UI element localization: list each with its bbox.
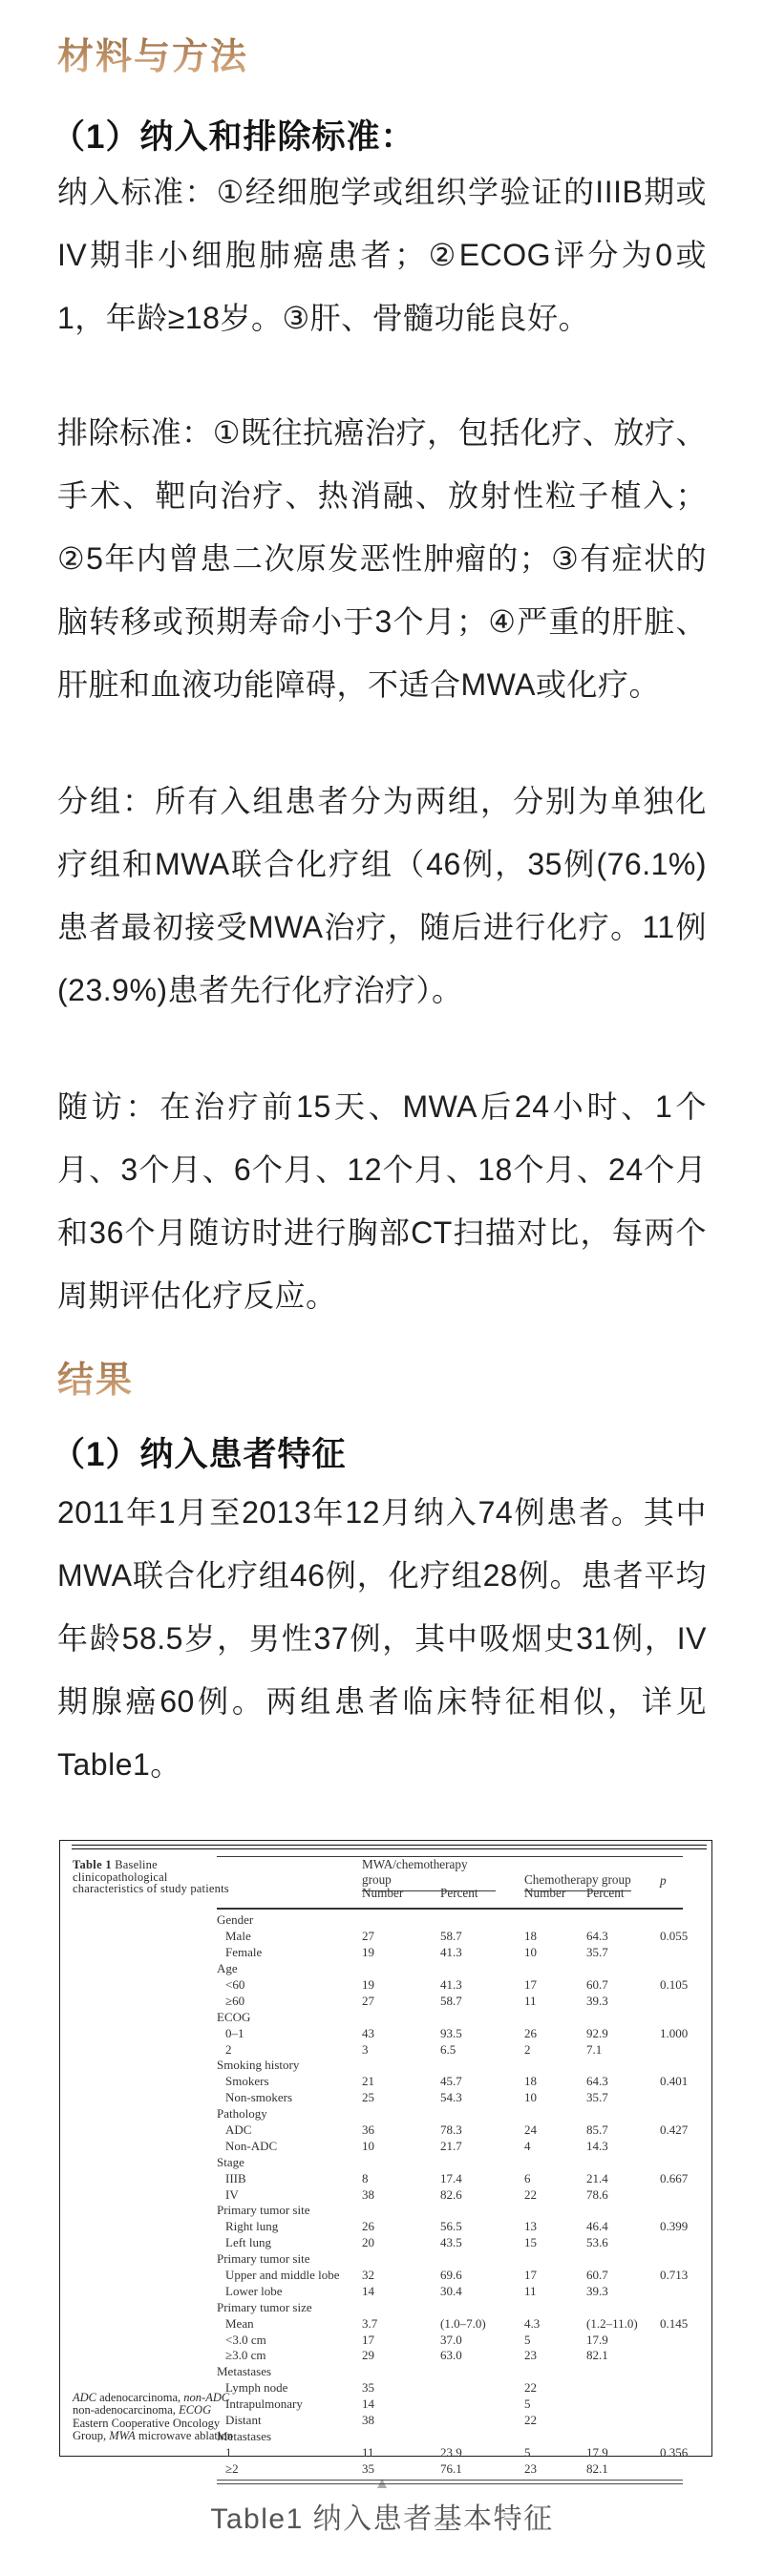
cell-p2: 39.3 (586, 1993, 608, 2008)
footnote-abbrev: non-ADC (183, 2391, 230, 2404)
cell-n1: 38 (362, 2413, 374, 2428)
cell-n2: 17 (524, 2268, 537, 2283)
table-row (217, 2170, 696, 2186)
cell-n2: 17 (524, 1977, 537, 1992)
footnote-text: microwave ablation (135, 2429, 233, 2443)
cell-n2: 5 (524, 2332, 531, 2347)
cell-label: Primary tumor site (217, 2251, 310, 2267)
cell-label: <3.0 cm (225, 2332, 266, 2347)
cell-n2: 10 (524, 1945, 537, 1960)
footnote-abbrev: MWA (109, 2429, 136, 2443)
table-bottom-double-rule (217, 2480, 683, 2484)
table-row (217, 2268, 696, 2284)
cell-label: <60 (225, 1977, 245, 1992)
subheader-number-1: Number (362, 1886, 404, 1900)
cell-n2: 4.3 (524, 2315, 541, 2331)
table-row (217, 2219, 696, 2235)
table-body (217, 1912, 696, 2477)
cell-n2: 18 (524, 2074, 537, 2089)
table-row (217, 2090, 696, 2106)
cell-n2: 26 (524, 2025, 537, 2040)
cell-n1: 29 (362, 2348, 374, 2363)
cell-p: 0.667 (660, 2170, 689, 2185)
column-group-mwa-label: MWA/chemotherapy group (362, 1857, 496, 1891)
table-row (217, 1929, 696, 1945)
figure-caption-text: Table1 纳入患者基本特征 (210, 2503, 554, 2535)
table-row (217, 2444, 696, 2460)
cell-p: 0.145 (660, 2315, 689, 2331)
table-row (217, 1993, 696, 2009)
cell-label: Stage (217, 2154, 244, 2169)
cell-p2: 64.3 (586, 1929, 608, 1944)
cell-n1: 17 (362, 2332, 374, 2347)
cell-label: Male (225, 1929, 251, 1944)
table-row (217, 1977, 696, 1994)
table-row (217, 2364, 696, 2380)
cell-p1: 6.5 (440, 2041, 456, 2057)
cell-p: 0.401 (660, 2074, 689, 2089)
cell-label: Metastases (217, 2364, 272, 2379)
cell-n1: 11 (362, 2444, 374, 2460)
footnote-text: non-adenocarcinoma, (73, 2403, 180, 2418)
cell-p1: 82.6 (440, 2186, 462, 2202)
cell-label: IV (225, 2186, 239, 2202)
cell-p1: 78.3 (440, 2122, 462, 2138)
table-row (217, 1945, 696, 1961)
table-row (217, 2025, 696, 2041)
cell-label: Metastases (217, 2428, 272, 2443)
cell-n2: 24 (524, 2122, 537, 2138)
cell-label: Lymph node (225, 2380, 288, 2396)
cell-label: Right lung (225, 2219, 279, 2234)
table-row (217, 2251, 696, 2268)
table-row (217, 2154, 696, 2170)
cell-n1: 8 (362, 2170, 369, 2185)
cell-p1: 58.7 (440, 1929, 462, 1944)
table-row (217, 2074, 696, 2090)
cell-n2: 10 (524, 2090, 537, 2105)
figure-title-text: Baseline clinicopathological characteristics of study patients (73, 1858, 229, 1896)
figure-title-number: Table 1 (73, 1858, 112, 1871)
cell-label: Smoking history (217, 2058, 300, 2073)
cell-label: IIIB (225, 2170, 246, 2185)
cell-label: Female (225, 1945, 263, 1960)
subsection-title-criteria: （1）纳入和排除标准： (52, 118, 415, 156)
table-row (217, 2380, 696, 2397)
cell-n2: 23 (524, 2460, 537, 2476)
cell-p1: 41.3 (440, 1977, 462, 1992)
cell-p2: 35.7 (586, 1945, 608, 1960)
cell-label: ≥3.0 cm (225, 2348, 266, 2363)
cell-p2: 53.6 (586, 2235, 608, 2250)
cell-p1: 56.5 (440, 2219, 462, 2234)
cell-n1: 10 (362, 2138, 374, 2153)
cell-p1: 23.9 (440, 2444, 462, 2460)
cell-n1: 35 (362, 2380, 374, 2396)
cell-label: Non-ADC (225, 2138, 278, 2153)
cell-label: Primary tumor size (217, 2299, 312, 2314)
cell-n1: 3 (362, 2041, 369, 2057)
table-row (217, 2283, 696, 2299)
cell-p2: 46.4 (586, 2219, 608, 2234)
table-header-thick-rule (217, 1908, 683, 1910)
cell-n1: 36 (362, 2122, 374, 2138)
cell-p: 0.399 (660, 2219, 689, 2234)
table-row (217, 1912, 696, 1929)
cell-n1: 19 (362, 1945, 374, 1960)
cell-label: ≥60 (225, 1993, 245, 2008)
cell-p2: 82.1 (586, 2348, 608, 2363)
cell-p1: 30.4 (440, 2283, 462, 2298)
cell-label: ADC (225, 2122, 252, 2138)
table-row (217, 2138, 696, 2154)
cell-p2: 82.1 (586, 2460, 608, 2476)
cell-n1: 20 (362, 2235, 374, 2250)
cell-p: 0.105 (660, 1977, 689, 1992)
table-row (217, 2235, 696, 2251)
cell-p1: 41.3 (440, 1945, 462, 1960)
table1-figure (59, 1840, 712, 2476)
cell-label: Primary tumor site (217, 2203, 310, 2218)
cell-p2: 60.7 (586, 1977, 608, 1992)
cell-label: 1 (225, 2444, 232, 2460)
triangle-up-icon[interactable]: ▲ (373, 2474, 391, 2492)
column-header-p: p (660, 1873, 667, 1888)
cell-label: Lower lobe (225, 2283, 283, 2298)
figure-top-double-rule (72, 1845, 707, 1849)
cell-n1: 27 (362, 1929, 374, 1944)
cell-p2: 17.9 (586, 2444, 608, 2460)
cell-p2: 7.1 (586, 2041, 603, 2057)
cell-label: Non-smokers (225, 2090, 293, 2105)
cell-p1: 37.0 (440, 2332, 462, 2347)
cell-p2: 17.9 (586, 2332, 608, 2347)
footnote-text: Eastern Cooperative Oncology Group, (73, 2416, 221, 2443)
table-row (217, 2348, 696, 2364)
cell-p2: 92.9 (586, 2025, 608, 2040)
cell-n1: 35 (362, 2460, 374, 2476)
table-group-header-row (217, 1857, 696, 1888)
cell-p2: 21.4 (586, 2170, 608, 2185)
cell-p1: 17.4 (440, 2170, 462, 2185)
cell-n2: 22 (524, 2413, 537, 2428)
cell-p2: 60.7 (586, 2268, 608, 2283)
table-row (217, 2009, 696, 2025)
table-row (217, 2122, 696, 2139)
cell-label: Left lung (225, 2235, 272, 2250)
table-row (217, 2413, 696, 2429)
cell-label: ECOG (217, 2009, 251, 2024)
cell-n1: 26 (362, 2219, 374, 2234)
cell-n1: 38 (362, 2186, 374, 2202)
cell-n2: 23 (524, 2348, 537, 2363)
cell-p1: 63.0 (440, 2348, 462, 2363)
table-row (217, 2041, 696, 2058)
cell-n2: 22 (524, 2186, 537, 2202)
cell-label: Distant (225, 2413, 262, 2428)
figure-caption-block (57, 2476, 707, 2536)
footnote-text: adenocarcinoma, (96, 2391, 184, 2404)
paragraph-followup: 随访：在治疗前15天、MWA后24小时、1个月、3个月、6个月、12个月、18个月、24个月和36个月随访时进行胸部CT扫描对比，每两个周期评估化疗反应。 (57, 1089, 707, 1313)
cell-p1: 93.5 (440, 2025, 462, 2040)
figure-table (217, 1856, 696, 2484)
cell-p: 0.356 (660, 2444, 689, 2460)
cell-p2: 85.7 (586, 2122, 608, 2138)
figure-footnote (73, 2392, 243, 2443)
cell-n1: 14 (362, 2397, 374, 2412)
cell-label: Smokers (225, 2074, 269, 2089)
subheader-percent-1: Percent (440, 1886, 478, 1900)
cell-label: Age (217, 1961, 238, 1976)
table-row (217, 2106, 696, 2122)
cell-label: Gender (217, 1912, 254, 1928)
cell-label: 2 (225, 2041, 232, 2057)
cell-n1: 32 (362, 2268, 374, 2283)
paragraph-exclusion-criteria: 排除标准：①既往抗癌治疗，包括化疗、放疗、手术、靶向治疗、热消融、放射性粒子植入；②5年内曾患二次原发恶性肿瘤的；③有症状的脑转移或预期寿命小于3个月；④严重的肝脏、肝脏和血液功能障碍，不适合MWA或化疗。 (57, 415, 707, 702)
cell-n2: 13 (524, 2219, 537, 2234)
subheader-number-2: Number (524, 1886, 566, 1900)
table-row (217, 2397, 696, 2413)
cell-p1: 43.5 (440, 2235, 462, 2250)
table-row (217, 2460, 696, 2477)
cell-p2: 14.3 (586, 2138, 608, 2153)
paragraph-patient-characteristics: 2011年1月至2013年12月纳入74例患者。其中MWA联合化疗组46例，化疗组28例。患者平均年龄58.5岁，男性37例，其中吸烟史31例，IV期腺癌60例。两组患者临床特征相似，详见Table1。 (57, 1495, 707, 1782)
column-group-chemo-label: Chemotherapy group (524, 1872, 631, 1891)
cell-n1: 3.7 (362, 2315, 378, 2331)
cell-p1: 54.3 (440, 2090, 462, 2105)
figure-side-title (73, 1859, 230, 1895)
cell-p2: 64.3 (586, 2074, 608, 2089)
table-row (217, 1961, 696, 1977)
section-title-methods: 材料与方法 (57, 36, 707, 78)
cell-n1: 25 (362, 2090, 374, 2105)
cell-p: 0.055 (660, 1929, 689, 1944)
cell-n2: 6 (524, 2170, 531, 2185)
cell-p2: 78.6 (586, 2186, 608, 2202)
cell-n1: 14 (362, 2283, 374, 2298)
cell-p1: 69.6 (440, 2268, 462, 2283)
cell-n2: 11 (524, 1993, 537, 2008)
footnote-abbrev: ECOG (179, 2403, 212, 2418)
cell-p: 0.427 (660, 2122, 689, 2138)
cell-p1: (1.0–7.0) (440, 2315, 486, 2331)
cell-n1: 19 (362, 1977, 374, 1992)
cell-label: ≥2 (225, 2460, 239, 2476)
cell-label: 0–1 (225, 2025, 244, 2040)
cell-p1: 21.7 (440, 2138, 462, 2153)
cell-p: 1.000 (660, 2025, 689, 2040)
paragraph-inclusion-criteria: 纳入标准：①经细胞学或组织学验证的IIIB期或IV期非小细胞肺癌患者；②ECOG评分为0或1，年龄≥18岁。③肝、骨髓功能良好。 (57, 175, 707, 335)
cell-n2: 18 (524, 1929, 537, 1944)
cell-n1: 43 (362, 2025, 374, 2040)
cell-n2: 15 (524, 2235, 537, 2250)
footnote-abbrev: ADC (73, 2391, 96, 2404)
table-row (217, 2299, 696, 2315)
cell-n2: 5 (524, 2444, 531, 2460)
cell-n1: 21 (362, 2074, 374, 2089)
section-title-results: 结果 (57, 1360, 707, 1402)
cell-label: Upper and middle lobe (225, 2268, 340, 2283)
cell-n2: 4 (524, 2138, 531, 2153)
cell-n2: 11 (524, 2283, 537, 2298)
table-row (217, 2186, 696, 2203)
cell-label: Pathology (217, 2106, 267, 2122)
table-subheader-row (217, 1882, 696, 1905)
table-row (217, 2315, 696, 2332)
table-row (217, 2058, 696, 2074)
cell-p2: 39.3 (586, 2283, 608, 2298)
cell-p1: 76.1 (440, 2460, 462, 2476)
cell-n2: 22 (524, 2380, 537, 2396)
cell-p: 0.713 (660, 2268, 689, 2283)
cell-label: Intrapulmonary (225, 2397, 303, 2412)
subheader-percent-2: Percent (586, 1886, 625, 1900)
cell-label: Mean (225, 2315, 254, 2331)
cell-n2: 5 (524, 2397, 531, 2412)
table-row (217, 2332, 696, 2348)
subsection-title-patient-characteristics: （1）纳入患者特征 (52, 1436, 347, 1473)
table-row (217, 2429, 696, 2445)
cell-n2: 2 (524, 2041, 531, 2057)
cell-p1: 58.7 (440, 1993, 462, 2008)
cell-p1: 45.7 (440, 2074, 462, 2089)
cell-n1: 27 (362, 1993, 374, 2008)
table-row (217, 2203, 696, 2219)
paragraph-grouping: 分组：所有入组患者分为两组，分别为单独化疗组和MWA联合化疗组（46例，35例(76.1%)患者最初接受MWA治疗，随后进行化疗。11例(23.9%)患者先行化疗治疗）。 (57, 784, 707, 1007)
cell-p2: 35.7 (586, 2090, 608, 2105)
cell-p2: (1.2–11.0) (586, 2315, 638, 2331)
